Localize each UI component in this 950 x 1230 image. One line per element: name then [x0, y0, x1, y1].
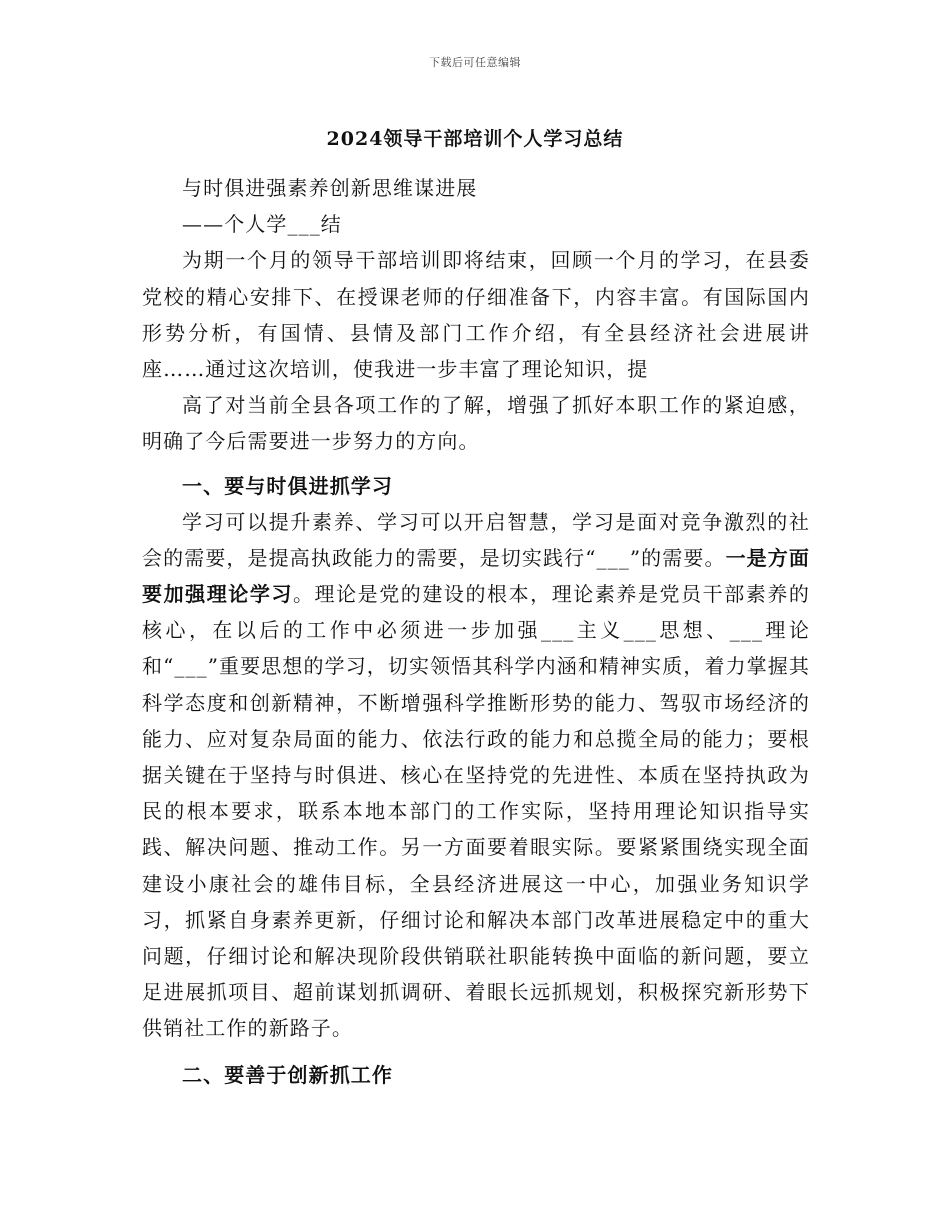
section-1-text-b: 。理论是党的建设的根本，理论素养是党员干部素养的核心，在以后的工作中必须进一步加强___主义___思想、___理论和“___”重要思想的学习，切实领悟其科学内涵和精神实质，着力掌握其科学态度和创新精神，不断增强科学推断形势的能力、驾驭市场经济的能力、应对复杂局面的能力、依法行政的能力和总揽全局的能力；要根据关键在于坚持与时俱进、核心在坚持党的先进性、本质在坚持执政为民的根本要求，联系本地本部门的工作实际，坚持用理论知识指导实践、解决问题、推动工作。另一方面要着眼实际。要紧紧围绕实现全面建设小康社会的雄伟目标，全县经济进展这一中心，加强业务知识学习，抓紧自身素养更新，仔细讨论和解决本部门改革进展稳定中的重大问题，仔细讨论和解决现阶段供销联社职能转换中面临的新问题，要立足进展抓项目、超前谋划抓调研、着眼长远抓规划，积极探究新形势下供销社工作的新路子。 — [142, 582, 811, 1041]
paragraph-1: 为期一个月的领导干部培训即将结束，回顾一个月的学习，在县委党校的精心安排下、在授课老师的仔细准备下，内容丰富。有国际国内形势分析，有国情、县情及部门工作介绍，有全县经济社会进展讲座……通过这次培训，使我进一步丰富了理论知识，提 — [142, 248, 810, 382]
subtitle-line-2: ——个人学___结 — [182, 212, 342, 237]
section-1-text-a: 学习可以提升素养、学习可以开启智慧，学习是面对竞争激烈的社会的需要，是提高执政能力的需要，是切实践行“___”的需要。 — [142, 509, 810, 570]
subtitle-line-1: 与时俱进强素养创新思维谋进展 — [182, 176, 478, 200]
document-body — [142, 170, 810, 1093]
paragraph-2: 高了对当前全县各项工作的了解，增强了抓好本职工作的紧迫感，明确了今后需要进一步努力的方向。 — [142, 393, 810, 454]
section-1-bold-lead: 一是方面要加强理论学习 — [142, 545, 810, 607]
section-1-heading: 一、要与时俱进抓学习 — [182, 473, 393, 498]
header-note: 下载后可任意编辑 — [429, 56, 521, 69]
document-title: 2024领导干部培训个人学习总结 — [326, 128, 624, 150]
section-2-heading: 二、要善于创新抓工作 — [182, 1062, 393, 1087]
section-1-paragraph — [142, 504, 810, 1047]
